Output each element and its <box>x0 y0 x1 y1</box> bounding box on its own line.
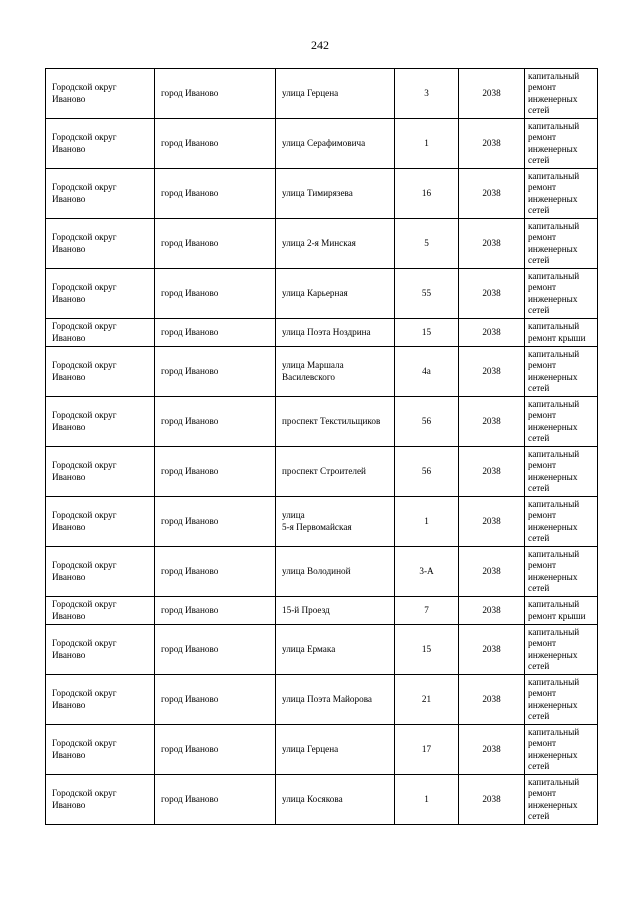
city-cell: город Иваново <box>155 497 276 547</box>
work-type-cell: капитальный ремонт инженерных сетей <box>525 119 598 169</box>
house-number-cell: 3 <box>395 69 459 119</box>
year-cell: 2038 <box>459 269 525 319</box>
city-cell: город Иваново <box>155 319 276 347</box>
work-type-cell: капитальный ремонт инженерных сетей <box>525 169 598 219</box>
street-cell: проспект Строителей <box>276 447 395 497</box>
district-cell: Городской округ Иваново <box>46 447 155 497</box>
housing-repair-table <box>45 68 598 825</box>
district-cell: Городской округ Иваново <box>46 347 155 397</box>
house-number-cell: 55 <box>395 269 459 319</box>
district-cell: Городской округ Иваново <box>46 397 155 447</box>
district-cell: Городской округ Иваново <box>46 775 155 825</box>
year-cell: 2038 <box>459 397 525 447</box>
house-number-cell: 21 <box>395 675 459 725</box>
year-cell: 2038 <box>459 597 525 625</box>
year-cell: 2038 <box>459 219 525 269</box>
city-cell: город Иваново <box>155 625 276 675</box>
city-cell: город Иваново <box>155 269 276 319</box>
work-type-cell: капитальный ремонт инженерных сетей <box>525 269 598 319</box>
table-row <box>46 625 598 675</box>
year-cell: 2038 <box>459 347 525 397</box>
work-type-cell: капитальный ремонт инженерных сетей <box>525 775 598 825</box>
street-cell: улица Герцена <box>276 69 395 119</box>
table-row <box>46 219 598 269</box>
table-row <box>46 725 598 775</box>
year-cell: 2038 <box>459 675 525 725</box>
year-cell: 2038 <box>459 119 525 169</box>
district-cell: Городской округ Иваново <box>46 69 155 119</box>
street-cell: улица Серафимовича <box>276 119 395 169</box>
street-cell: 15-й Проезд <box>276 597 395 625</box>
house-number-cell: 17 <box>395 725 459 775</box>
city-cell: город Иваново <box>155 69 276 119</box>
city-cell: город Иваново <box>155 119 276 169</box>
city-cell: город Иваново <box>155 597 276 625</box>
street-cell: улица Герцена <box>276 725 395 775</box>
house-number-cell: 15 <box>395 625 459 675</box>
year-cell: 2038 <box>459 725 525 775</box>
city-cell: город Иваново <box>155 547 276 597</box>
work-type-cell: капитальный ремонт инженерных сетей <box>525 725 598 775</box>
house-number-cell: 1 <box>395 497 459 547</box>
city-cell: город Иваново <box>155 169 276 219</box>
house-number-cell: 5 <box>395 219 459 269</box>
page-number: 242 <box>311 38 329 52</box>
street-cell: улица Косякова <box>276 775 395 825</box>
district-cell: Городской округ Иваново <box>46 675 155 725</box>
house-number-cell: 7 <box>395 597 459 625</box>
street-cell: улица Поэта Майорова <box>276 675 395 725</box>
year-cell: 2038 <box>459 547 525 597</box>
table-row <box>46 119 598 169</box>
table-row <box>46 269 598 319</box>
work-type-cell: капитальный ремонт инженерных сетей <box>525 219 598 269</box>
street-cell: улица Володиной <box>276 547 395 597</box>
work-type-cell: капитальный ремонт инженерных сетей <box>525 625 598 675</box>
work-type-cell: капитальный ремонт инженерных сетей <box>525 347 598 397</box>
table-row <box>46 597 598 625</box>
street-cell: улица 5-я Первомайская <box>276 497 395 547</box>
table-row <box>46 169 598 219</box>
table-row <box>46 397 598 447</box>
street-cell: улица Ермака <box>276 625 395 675</box>
work-type-cell: капитальный ремонт инженерных сетей <box>525 497 598 547</box>
table-row <box>46 497 598 547</box>
city-cell: город Иваново <box>155 397 276 447</box>
street-cell: проспект Текстильщиков <box>276 397 395 447</box>
house-number-cell: 56 <box>395 397 459 447</box>
street-cell: улица 2-я Минская <box>276 219 395 269</box>
table-row <box>46 775 598 825</box>
work-type-cell: капитальный ремонт крыши <box>525 319 598 347</box>
year-cell: 2038 <box>459 497 525 547</box>
table-row <box>46 319 598 347</box>
work-type-cell: капитальный ремонт инженерных сетей <box>525 447 598 497</box>
house-number-cell: 4а <box>395 347 459 397</box>
district-cell: Городской округ Иваново <box>46 169 155 219</box>
year-cell: 2038 <box>459 169 525 219</box>
table-row <box>46 347 598 397</box>
table-row <box>46 547 598 597</box>
city-cell: город Иваново <box>155 219 276 269</box>
work-type-cell: капитальный ремонт инженерных сетей <box>525 69 598 119</box>
city-cell: город Иваново <box>155 725 276 775</box>
city-cell: город Иваново <box>155 775 276 825</box>
year-cell: 2038 <box>459 447 525 497</box>
house-number-cell: 3-А <box>395 547 459 597</box>
city-cell: город Иваново <box>155 347 276 397</box>
house-number-cell: 16 <box>395 169 459 219</box>
district-cell: Городской округ Иваново <box>46 597 155 625</box>
district-cell: Городской округ Иваново <box>46 497 155 547</box>
work-type-cell: капитальный ремонт инженерных сетей <box>525 675 598 725</box>
district-cell: Городской округ Иваново <box>46 319 155 347</box>
city-cell: город Иваново <box>155 447 276 497</box>
district-cell: Городской округ Иваново <box>46 119 155 169</box>
district-cell: Городской округ Иваново <box>46 725 155 775</box>
year-cell: 2038 <box>459 775 525 825</box>
house-number-cell: 1 <box>395 119 459 169</box>
district-cell: Городской округ Иваново <box>46 219 155 269</box>
year-cell: 2038 <box>459 69 525 119</box>
street-cell: улица Поэта Ноздрина <box>276 319 395 347</box>
street-cell: улица Маршала Василевского <box>276 347 395 397</box>
house-number-cell: 1 <box>395 775 459 825</box>
district-cell: Городской округ Иваново <box>46 547 155 597</box>
street-cell: улица Карьерная <box>276 269 395 319</box>
district-cell: Городской округ Иваново <box>46 269 155 319</box>
work-type-cell: капитальный ремонт инженерных сетей <box>525 397 598 447</box>
city-cell: город Иваново <box>155 675 276 725</box>
house-number-cell: 15 <box>395 319 459 347</box>
district-cell: Городской округ Иваново <box>46 625 155 675</box>
table-body <box>46 69 598 825</box>
work-type-cell: капитальный ремонт инженерных сетей <box>525 547 598 597</box>
year-cell: 2038 <box>459 319 525 347</box>
year-cell: 2038 <box>459 625 525 675</box>
table-row <box>46 447 598 497</box>
street-cell: улица Тимирязева <box>276 169 395 219</box>
table-row <box>46 675 598 725</box>
table-row <box>46 69 598 119</box>
work-type-cell: капитальный ремонт крыши <box>525 597 598 625</box>
house-number-cell: 56 <box>395 447 459 497</box>
